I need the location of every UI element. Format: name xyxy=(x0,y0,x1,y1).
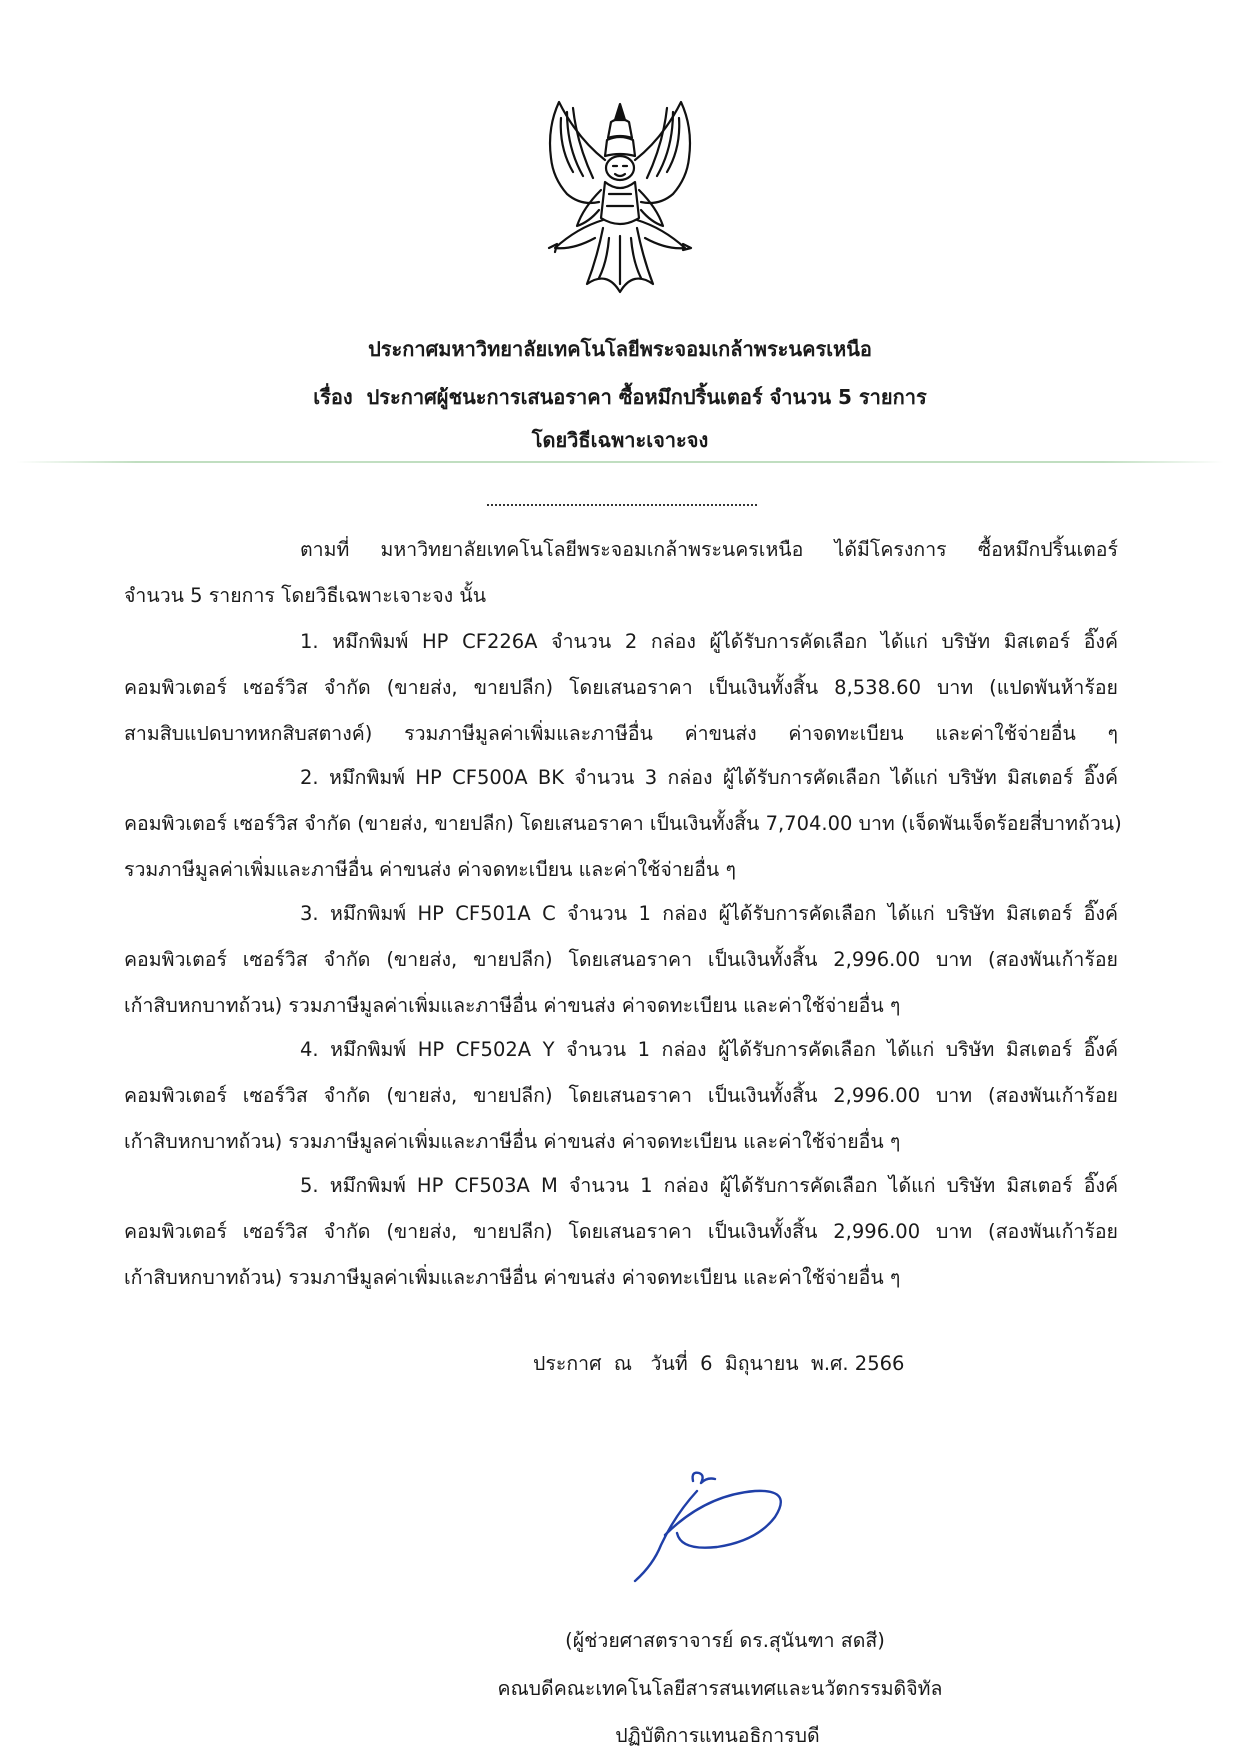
signatory-name: (ผู้ช่วยศาสตราจารย์ ดร.สุนันฑา สดสี) xyxy=(565,1629,885,1652)
item-5-line-1: 5. หมึกพิมพ์ HP CF503A M จำนวน 1 กล่อง ผู้ได้รับการคัดเลือก ได้แก่ บริษัท มิสเตอร์ อิ๊งค์ xyxy=(300,1174,1118,1197)
signatory-title: คณบดีคณะเทคโนโลยีสารสนเทศและนวัตกรรมดิจิทัล xyxy=(497,1677,943,1700)
dotted-divider xyxy=(487,504,757,506)
intro-line-1: ตามที่ มหาวิทยาลัยเทคโนโลยีพระจอมเกล้าพระนครเหนือ ได้มีโครงการ ซื้อหมึกปริ้นเตอร์ xyxy=(300,538,1118,561)
item-1-line-2: คอมพิวเตอร์ เซอร์วิส จำกัด (ขายส่ง, ขายปลีก) โดยเสนอราคา เป็นเงินทั้งสิ้น 8,538.60 บาท (แปดพันห้าร้อย xyxy=(124,676,1118,699)
intro-line-2: จำนวน 5 รายการ โดยวิธีเฉพาะเจาะจง นั้น xyxy=(124,584,487,607)
announcement-subject xyxy=(0,381,1240,413)
item-2-line-2: คอมพิวเตอร์ เซอร์วิส จำกัด (ขายส่ง, ขายปลีก) โดยเสนอราคา เป็นเงินทั้งสิ้น 7,704.00 บาท (เจ็ดพันเจ็ดร้อยสี่บาทถ้วน) xyxy=(124,812,1122,835)
item-5-line-3: เก้าสิบหกบาทถ้วน) รวมภาษีมูลค่าเพิ่มและภาษีอื่น ค่าขนส่ง ค่าจดทะเบียน และค่าใช้จ่ายอื่น ๆ xyxy=(124,1266,901,1289)
garuda-emblem-icon xyxy=(537,98,703,294)
item-1-line-3: สามสิบแปดบาทหกสิบสตางค์) รวมภาษีมูลค่าเพิ่มและภาษีอื่น ค่าขนส่ง ค่าจดทะเบียน และค่าใช้จ่ายอื่น ๆ xyxy=(124,722,1118,745)
handwritten-signature xyxy=(625,1465,795,1585)
subject-text: ประกาศผู้ชนะการเสนอราคา ซื้อหมึกปริ้นเตอร์ จำนวน 5 รายการ xyxy=(366,385,927,409)
subject-label: เรื่อง xyxy=(313,385,353,409)
item-4-line-1: 4. หมึกพิมพ์ HP CF502A Y จำนวน 1 กล่อง ผู้ได้รับการคัดเลือก ได้แก่ บริษัท มิสเตอร์ อิ๊งค์ xyxy=(300,1038,1118,1061)
announcement-subject-method: โดยวิธีเฉพาะเจาะจง xyxy=(531,428,709,452)
item-2-line-3: รวมภาษีมูลค่าเพิ่มและภาษีอื่น ค่าขนส่ง ค่าจดทะเบียน และค่าใช้จ่ายอื่น ๆ xyxy=(124,858,736,881)
scan-artifact-line xyxy=(16,461,1224,463)
item-4-line-2: คอมพิวเตอร์ เซอร์วิส จำกัด (ขายส่ง, ขายปลีก) โดยเสนอราคา เป็นเงินทั้งสิ้น 2,996.00 บาท (สองพันเก้าร้อย xyxy=(124,1084,1118,1107)
announcement-organization-title: ประกาศมหาวิทยาลัยเทคโนโลยีพระจอมเกล้าพระนครเหนือ xyxy=(368,337,872,361)
item-5-line-2: คอมพิวเตอร์ เซอร์วิส จำกัด (ขายส่ง, ขายปลีก) โดยเสนอราคา เป็นเงินทั้งสิ้น 2,996.00 บาท (สองพันเก้าร้อย xyxy=(124,1220,1118,1243)
signatory-role: ปฏิบัติการแทนอธิการบดี xyxy=(615,1724,820,1747)
item-1-line-1: 1. หมึกพิมพ์ HP CF226A จำนวน 2 กล่อง ผู้ได้รับการคัดเลือก ได้แก่ บริษัท มิสเตอร์ อิ๊งค์ xyxy=(300,630,1118,653)
item-4-line-3: เก้าสิบหกบาทถ้วน) รวมภาษีมูลค่าเพิ่มและภาษีอื่น ค่าขนส่ง ค่าจดทะเบียน และค่าใช้จ่ายอื่น ๆ xyxy=(124,1130,901,1153)
item-2-line-1: 2. หมึกพิมพ์ HP CF500A BK จำนวน 3 กล่อง ผู้ได้รับการคัดเลือก ได้แก่ บริษัท มิสเตอร์ อิ๊งค์ xyxy=(300,766,1118,789)
announcement-date: ประกาศ ณ วันที่ 6 มิถุนายน พ.ศ. 2566 xyxy=(533,1352,905,1375)
item-3-line-3: เก้าสิบหกบาทถ้วน) รวมภาษีมูลค่าเพิ่มและภาษีอื่น ค่าขนส่ง ค่าจดทะเบียน และค่าใช้จ่ายอื่น ๆ xyxy=(124,994,901,1017)
item-3-line-1: 3. หมึกพิมพ์ HP CF501A C จำนวน 1 กล่อง ผู้ได้รับการคัดเลือก ได้แก่ บริษัท มิสเตอร์ อิ๊งค์ xyxy=(300,902,1118,925)
item-3-line-2: คอมพิวเตอร์ เซอร์วิส จำกัด (ขายส่ง, ขายปลีก) โดยเสนอราคา เป็นเงินทั้งสิ้น 2,996.00 บาท (สองพันเก้าร้อย xyxy=(124,948,1118,971)
